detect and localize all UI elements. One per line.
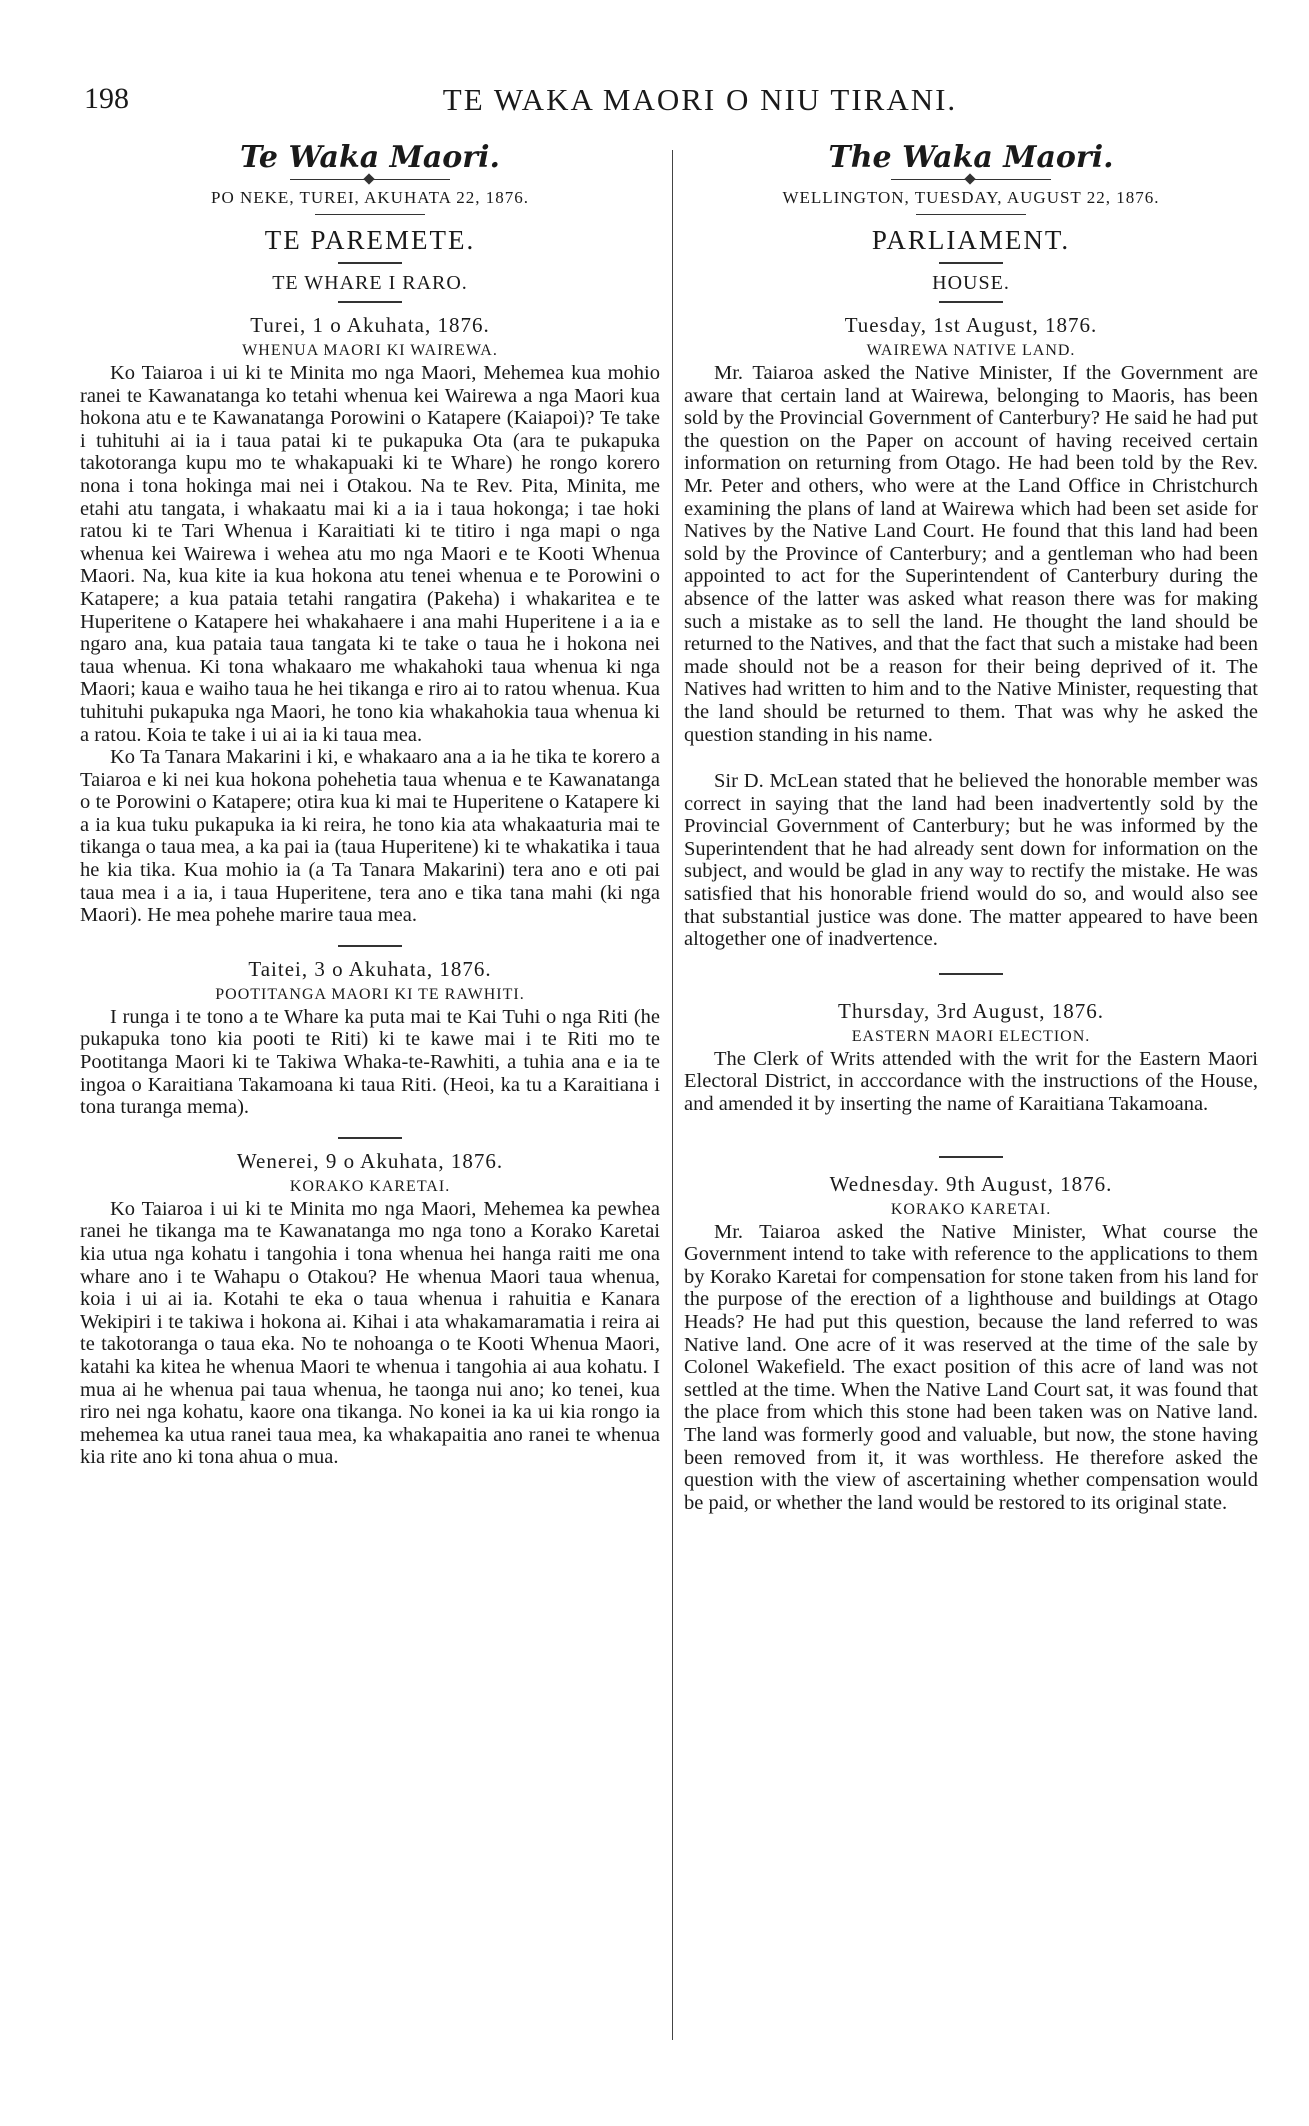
running-title: TE WAKA MAORI O NIU TIRANI. — [442, 82, 958, 117]
section-date: Wenerei, 9 o Akuhata, 1876. — [236, 1148, 504, 1173]
dateline-english: WELLINGTON, TUESDAY, AUGUST 22, 1876. — [782, 188, 1160, 207]
title-maori: TE PAREMETE. — [264, 225, 476, 255]
masthead-maori: Te Waka Maori. — [240, 140, 500, 175]
divider — [338, 1137, 402, 1139]
section — [80, 957, 660, 1119]
column-divider — [672, 150, 673, 2040]
article-paragraph: Ko Ta Tanara Makarini i ki, e whakaaro ana a ia he tika te korero a Taiaroa e ki nei kua hokona pohehetia taua whenua e te Kawanatanga o te Porowini o Katapere; otira kua ki mai te Huperitene o Katapere ki a ia kua tuku pukapuka ia ki reira, he tono kia ata whakaaturia mai te tikanga o taua mea, a ka pai ia (taua Huperitene) ki te whakatika i taua he kia tika. Kua mohio ia (a Ta Tanara Makarini) tera ano e oti pai taua mea i a ia, i taua Huperitene, tera ano e tika tana mahi (ki nga Maori). He mea pohehe marire taua mea. — [80, 746, 660, 927]
section-heading: WHENUA MAORI KI WAIREWA. — [242, 342, 498, 359]
section-heading: WAIREWA NATIVE LAND. — [866, 342, 1076, 359]
divider — [315, 214, 425, 215]
section-date: Thursday, 3rd August, 1876. — [838, 998, 1104, 1023]
divider — [338, 262, 402, 264]
article-paragraph: Mr. Taiaroa asked the Native Minister, If the Government are aware that certain land at Wairewa, belonging to Maoris, has been sold by the Provincial Government of Canterbury? He said he had put the question on the Paper on account of having received certain information on returning from Otago. He had been told by the Rev. Mr. Peter and others, who were at the Land Office in Christchurch examining the plans of land at Wairewa which had been set aside for Natives by the Native Land Court. He found that this land had been sold by the Province of Canterbury; and a gentleman who had been appointed to act for the Superintendent of Canterbury during the absence of the latter was asked what reason there was for making such a mistake as to sell the land. He thought the land should be returned to the Natives, and that the fact that such a mistake had been made should not be a reason for their being deprived of it. The Natives had written to him and to the Native Minister, requesting that the land should be returned to them. That was why he asked the question standing in his name. — [684, 362, 1258, 746]
section-heading: EASTERN MAORI ELECTION. — [851, 1027, 1091, 1045]
section — [684, 1172, 1258, 1515]
ornament-rule — [290, 179, 450, 180]
section-date: Turei, 1 o Akuhata, 1876. — [250, 313, 490, 337]
article-paragraph: Sir D. McLean stated that he believed the honorable member was correct in saying that the land had been inadvertently sold by the Provincial Government of Canterbury; but he was informed by the Superintendent that he had already sent down for information on the subject, and would be glad in any way to rectify the mistake. He was satisfied that his honorable friend would do so, and would also see that substantial justice was done. The matter appeared to have been altogether one of inadvertence. — [684, 770, 1258, 951]
article-paragraph: I runga i te tono a te Whare ka puta mai te Kai Tuhi o nga Riti (he pukapuka tono kia pooti te Riti) ki te kawe mai i te Riti mo te Pootitanga Maori ki te Takiwa Whaka-te-Rawhiti, a tuhia ana e ia te ingoa o Karaitiana Takamoana ki taua Riti. (Heoi, ka tu a Karaitiana i tona turanga mema). — [80, 1005, 660, 1119]
divider — [338, 301, 402, 303]
title-english: PARLIAMENT. — [871, 225, 1071, 255]
section-date: Wednesday. 9th August, 1876. — [829, 1171, 1113, 1196]
section — [684, 313, 1258, 951]
masthead-english: The Waka Maori. — [828, 140, 1114, 175]
subtitle-maori: TE WHARE I RARO. — [272, 272, 468, 294]
article-paragraph: The Clerk of Writs attended with the writ for the Eastern Maori Electoral District, in acccordance with the instructions of the House, and amended it by inserting the name of Karaitiana Takamoana. — [684, 1047, 1258, 1116]
section — [80, 1149, 660, 1469]
page-number: 198 — [84, 82, 129, 115]
divider — [939, 262, 1003, 264]
maori-column — [80, 140, 660, 1469]
article-paragraph: Ko Taiaroa i ui ki te Minita mo nga Maori, Mehemea ka pewhea ranei he tikanga ma te Kawanatanga mo nga tono a Korako Karetai kia utua nga kohatu i tangohia i tona whenua hei hanga raiti me ona whare ano i te Wahapu o Otakou? He whenua Maori taua whenua, koia i ui ai ia. Kotahi te eka o taua whenua i rahuitia e Kanara Wekipiri i te takiwa i hokona ai. Kihai i ata whakamaramatia i reira ai te takotoranga o taua eka. No te nohoanga o te Kooti Whenua Maori, katahi ka kitea he whenua Maori te whenua i tangohia ai aua kohatu. I mua ai he whenua pai taua whenua, he taonga nui ano; ko tenei, kua riro nei nga kohatu, kaore ona tikanga. No konei ia ka ui kia rongo ia mehemea ka utua ranei taua mea, ka whakapaitia ano ranei te whenua kia rite ano ki tona ahua o mua. — [80, 1197, 660, 1469]
divider — [916, 214, 1026, 215]
ornament-rule — [891, 179, 1051, 180]
section-date: Taitei, 3 o Akuhata, 1876. — [248, 956, 492, 981]
section — [684, 999, 1258, 1116]
subtitle-english: HOUSE. — [932, 272, 1010, 294]
divider — [338, 945, 402, 947]
article-paragraph: Ko Taiaroa i ui ki te Minita mo nga Maori, Mehemea kua mohio ranei te Kawanatanga ko tetahi whenua kei Wairewa a nga Maori kua hokona atu e te Kawanatanga Porowini o Katapere (Kaiapoi)? Te take i tuhituhi ai ia i taua patai ki te pukapuka Ota (ara te pukapuka takotoranga kupu mo te whakapuaki ki te Whare) he rongo korero nona i tona hokinga mai nei i Otakou. Na te Rev. Pita, Minita, me etahi atu tangata, i whakaatu mai ki a ia i taua hokonga; i tae hoki ratou ki te Tari Whenua i Karaitiati ki te titiro i nga mapi o nga whenua kei Wairewa i wehea atu mo nga Maori e te Kooti Whenua Maori. Na, kua kite ia kua hokona atu tenei whenua e te Porowini o Katapere; a kua pataia tetahi rangatira (Pakeha) i whakaritea e te Huperitene o Katapere hei whakahaere i ana mahi Huperitene i a ia e ngaro ana, kua pataia taua tangata ki te take o taua he i hokona nei taua whenua. Ki tona whakaaro me whakahoki taua whenua ki nga Maori; kaua e waiho taua he hei tikanga e riro ai to ratou whenua. Kua tuhituhi pukapuka nga Maori, he tono kia whakahokia taua whenua ki a ratou. Koia te take i ui ai ia ki taua mea. — [80, 362, 660, 746]
section-heading: KORAKO KARETAI. — [890, 1200, 1052, 1218]
divider — [939, 973, 1003, 975]
dateline-maori: PO NEKE, TUREI, AKUHATA 22, 1876. — [211, 188, 529, 207]
divider — [939, 301, 1003, 303]
section-date: Tuesday, 1st August, 1876. — [844, 313, 1098, 337]
section-heading: POOTITANGA MAORI KI TE RAWHITI. — [215, 985, 525, 1003]
section-heading: KORAKO KARETAI. — [289, 1177, 451, 1195]
english-column — [684, 140, 1258, 1514]
section — [80, 313, 660, 927]
article-paragraph: Mr. Taiaroa asked the Native Minister, What course the Government intend to take with reference to the applications to them by Korako Karetai for compensation for stone taken from his land for the purpose of the erection of a lighthouse and buildings at Otago Heads? He had put this question, because the land referred to was Native land. One acre of it was reserved at the time of the sale by Colonel Wakefield. The exact position of this acre of land was not settled at the time. When the Native Land Court sat, it was found that the place from which this stone had been taken was on Native land. The land was formerly good and valuable, but now, the stone having been removed from it, it was worthless. He therefore asked the question with the view of ascertaining whether compensation would be paid, or whether the land would be restored to its original state. — [684, 1220, 1258, 1514]
divider — [939, 1156, 1003, 1158]
